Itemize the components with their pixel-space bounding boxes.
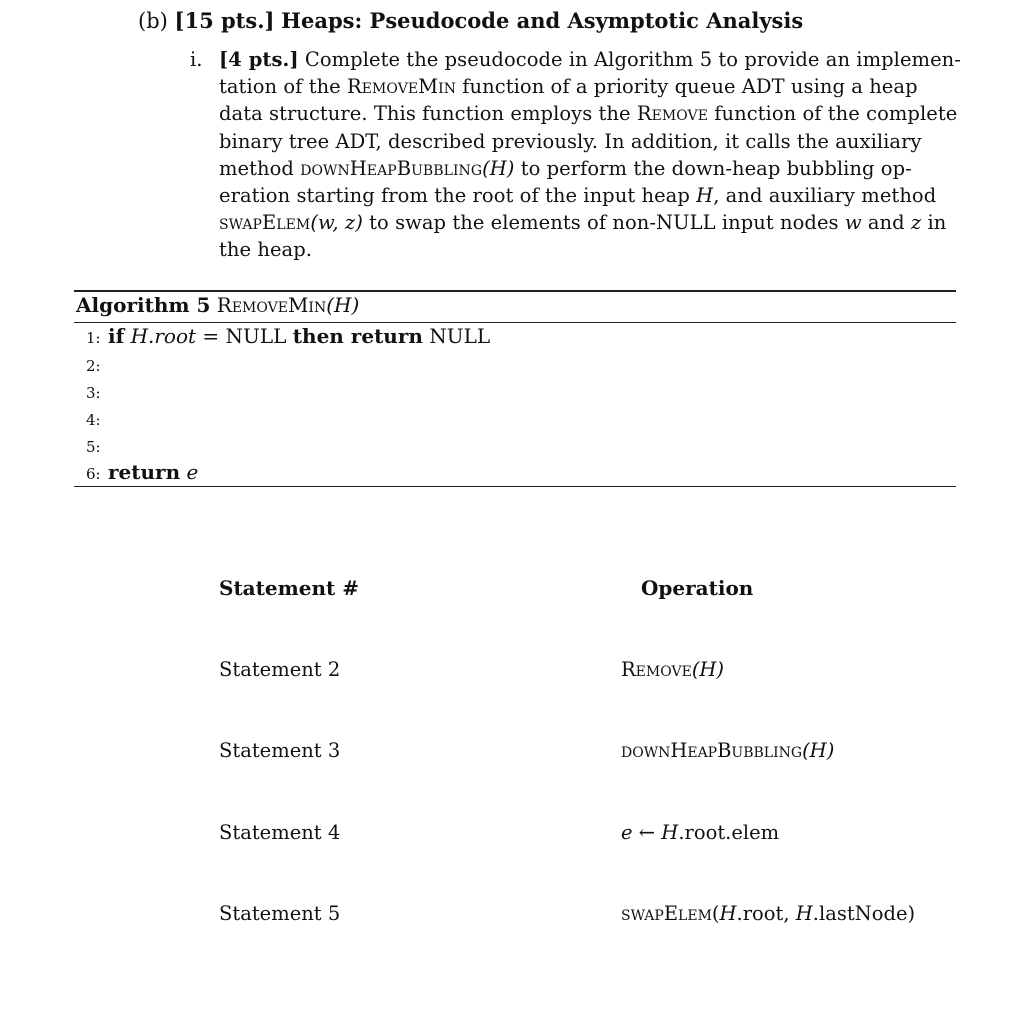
algorithm-line-3 [86, 379, 108, 403]
algorithm-bottom-rule [74, 486, 956, 487]
function-name: RemoveMin [347, 75, 457, 98]
expression: H.root [130, 324, 197, 348]
table-cell-statement: Statement 5 [219, 902, 341, 925]
algorithm-line-2 [86, 352, 108, 376]
table-cell-operation [621, 658, 724, 681]
function-name: downHeapBubbling [300, 157, 483, 180]
math-var: H [696, 184, 714, 207]
text: function of the complete [707, 102, 958, 125]
table-cell-statement: Statement 2 [219, 658, 341, 681]
text: .lastNode) [812, 902, 916, 925]
question-line-1 [219, 48, 961, 71]
text: method [219, 157, 301, 180]
text: = NULL [196, 324, 293, 348]
text: , and auxiliary method [713, 184, 937, 207]
table-cell-operation [621, 739, 834, 762]
table-cell-statement: Statement 4 [219, 821, 341, 844]
line-number: 6: [86, 465, 101, 483]
text: ( [711, 902, 720, 925]
math-var: H [719, 902, 737, 925]
question-line-6 [219, 184, 936, 207]
question-line-3 [219, 102, 957, 125]
table-header-statement: Statement # [219, 576, 359, 600]
question-line-7 [219, 211, 946, 234]
algorithm-top-rule [74, 290, 956, 292]
algorithm-line-5 [86, 433, 108, 457]
line-number: 1: [86, 329, 101, 347]
question-line-2 [219, 75, 918, 98]
function-arg: (H) [802, 739, 835, 762]
text: .root.elem [678, 821, 780, 844]
heading-points: [15 pts.] [174, 8, 275, 33]
function-arg: (w, z) [310, 211, 363, 234]
function-arg: (H) [482, 157, 515, 180]
text: .root, [736, 902, 796, 925]
algorithm-line-6 [86, 460, 198, 484]
part-label: (b) [138, 9, 168, 33]
line-number: 4: [86, 411, 101, 429]
algorithm-arg: (H) [326, 293, 360, 317]
function-name: swapElem [219, 211, 311, 234]
math-var: w [844, 211, 862, 234]
math-var: z [910, 211, 922, 234]
question-line-4 [219, 130, 922, 153]
line-number: 3: [86, 384, 101, 402]
text: NULL [422, 324, 491, 348]
text: eration starting from the root of the input heap [219, 184, 697, 207]
keyword: return [108, 460, 181, 484]
function-name: downHeapBubbling [621, 739, 803, 762]
text: the heap. [219, 238, 312, 261]
math-var: e [186, 460, 199, 484]
text: function of a priority queue ADT using a heap [456, 75, 918, 98]
table-cell-statement: Statement 3 [219, 739, 341, 762]
heading-title: Heaps: Pseudocode and Asymptotic Analysis [281, 8, 804, 33]
text: and [861, 211, 911, 234]
function-name: Remove [636, 102, 708, 125]
keyword: then return [292, 324, 423, 348]
function-arg: (H) [691, 658, 725, 681]
algorithm-line-4 [86, 406, 108, 430]
function-name: Remove [621, 658, 692, 681]
text: tation of the [219, 75, 348, 98]
table-cell-operation [621, 821, 779, 844]
keyword: if [108, 324, 125, 348]
algorithm-title [76, 293, 359, 317]
text: binary tree ADT, described previously. In addition, it calls the auxiliary [219, 130, 922, 153]
arrow: ← [632, 821, 662, 844]
text: Complete the pseudocode in Algorithm 5 to provide an implemen- [304, 48, 961, 71]
text: to perform the down-heap bubbling op- [514, 157, 912, 180]
line-number: 5: [86, 438, 101, 456]
text: in [921, 211, 947, 234]
table-cell-operation [621, 902, 915, 925]
question-line-5 [219, 157, 912, 180]
math-var: e [621, 821, 633, 844]
question-marker: i. [190, 48, 203, 71]
section-heading [138, 8, 803, 33]
algorithm-label: Algorithm 5 [76, 293, 211, 317]
text: data structure. This function employs the [219, 102, 637, 125]
function-name: swapElem [621, 902, 712, 925]
question-points: [4 pts.] [219, 48, 299, 71]
text: to swap the elements of non-NULL input nodes [362, 211, 845, 234]
question-line-8 [219, 238, 312, 261]
algorithm-line-1 [86, 324, 490, 348]
algorithm-name: RemoveMin [216, 293, 327, 317]
math-var: H [661, 821, 679, 844]
line-number: 2: [86, 357, 101, 375]
math-var: H [795, 902, 813, 925]
algorithm-header-rule [74, 322, 956, 323]
table-header-operation: Operation [641, 576, 754, 600]
